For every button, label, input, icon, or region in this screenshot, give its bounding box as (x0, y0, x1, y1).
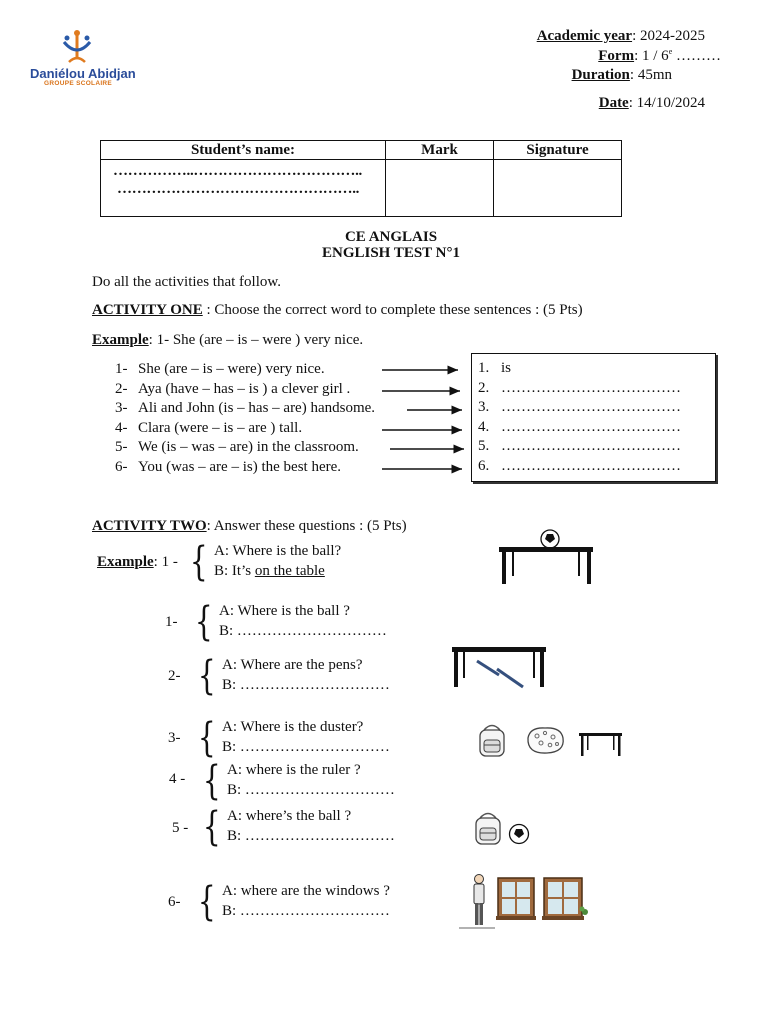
answer-3[interactable]: 3. ……………………………… (478, 399, 681, 415)
brace-icon: { (194, 599, 213, 645)
student-name-field[interactable]: ……………..…………………………….. ………………………………………….. (101, 160, 386, 217)
answer-field-1[interactable]: B: ………………………… (219, 623, 387, 639)
instruction: Do all the activities that follow. (92, 274, 281, 290)
brace-icon: { (197, 653, 216, 699)
window-icon (542, 876, 590, 922)
brace-icon: { (189, 539, 208, 585)
brace-icon: { (197, 879, 216, 925)
answer-field-4[interactable]: B: ………………………… (227, 782, 395, 798)
sentence-2: 2- Aya (have – has – is ) a clever girl . (115, 381, 351, 397)
question-4: A: where is the ruler ? (227, 762, 361, 778)
duster-icon (525, 724, 565, 756)
answer-field-3[interactable]: B: ………………………… (222, 739, 390, 755)
example-question: A: Where is the ball? (214, 543, 342, 559)
header-signature: Signature (494, 141, 622, 160)
activity-two-heading: ACTIVITY TWO: Answer these questions : (5 Pts) (92, 518, 407, 534)
logo-name: Daniélou Abidjan (30, 66, 136, 81)
question-6-number: 6- (168, 894, 181, 910)
small-table-icon (578, 732, 624, 758)
sentence-5: 5- We (is – was – are) in the classroom. (115, 439, 359, 455)
activity-one-example: Example: 1- She (are – is – were ) very nice. (92, 332, 364, 348)
sentence-3: 3- Ali and John (is – has – are) handsome. (115, 400, 376, 416)
header-mark: Mark (386, 141, 494, 160)
logo-tagline: GROUPE SCOLAIRE (44, 80, 113, 87)
question-5-number: 5 - (172, 820, 189, 836)
brace-icon: { (202, 758, 221, 804)
academic-year: Academic year: 2024-2025 (536, 28, 705, 44)
answer-2[interactable]: 2. ……………………………… (478, 380, 681, 396)
question-6: A: where are the windows ? (222, 883, 390, 899)
question-2: A: Where are the pens? (222, 657, 363, 673)
date-line: Date: 14/10/2024 (598, 95, 705, 111)
sentence-1: 1- She (are – is – were) very nice. (115, 361, 325, 377)
answer-4[interactable]: 4. ……………………………… (478, 419, 681, 435)
answer-field-2[interactable]: B: ………………………… (222, 677, 390, 693)
activity-two-example-label: Example: 1 - (97, 554, 178, 570)
question-4-number: 4 - (169, 771, 186, 787)
ball-on-table-icon (498, 528, 596, 586)
answer-field-5[interactable]: B: ………………………… (227, 828, 395, 844)
brace-icon: { (197, 715, 216, 761)
form-line: Form: 1 / 6e ……… (598, 47, 721, 64)
duration-line: Duration: 45mn (571, 67, 672, 83)
question-1: A: Where is the ball ? (219, 603, 350, 619)
activity-one-heading: ACTIVITY ONE : Choose the correct word to complete these sentences : (5 Pts) (92, 302, 583, 318)
header-student-name: Student’s name: (101, 141, 386, 160)
brace-icon: { (202, 804, 221, 850)
answer-6[interactable]: 6. ……………………………… (478, 458, 681, 474)
answers-box (471, 353, 716, 482)
test-title-2: ENGLISH TEST N°1 (321, 245, 460, 261)
question-3: A: Where is the duster? (222, 719, 364, 735)
sentence-6: 6- You (was – are – is) the best here. (115, 459, 342, 475)
example-answer: B: It’s on the table (214, 563, 325, 579)
sentence-4: 4- Clara (were – is – are ) tall. (115, 420, 303, 436)
answer-1[interactable]: 1. is (478, 360, 512, 376)
test-title-1: CE ANGLAIS (344, 229, 438, 245)
ball-icon (508, 823, 530, 845)
man-icon (459, 872, 495, 930)
window-icon (496, 876, 536, 922)
question-3-number: 3- (168, 730, 181, 746)
pens-under-table-icon (451, 645, 549, 695)
answer-field-6[interactable]: B: ………………………… (222, 903, 390, 919)
question-2-number: 2- (168, 668, 181, 684)
bag-icon (475, 722, 509, 758)
bag-icon (471, 810, 505, 846)
question-1-number: 1- (165, 614, 178, 630)
answer-5[interactable]: 5. ……………………………… (478, 438, 681, 454)
question-5: A: where’s the ball ? (227, 808, 352, 824)
